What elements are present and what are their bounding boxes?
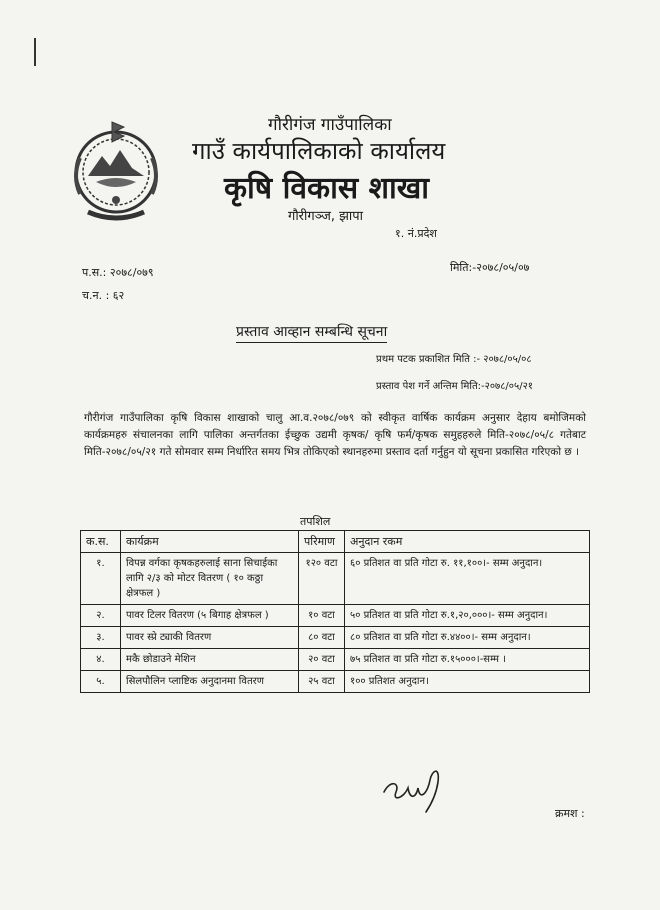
section-name: कृषि विकास शाखा (224, 171, 430, 206)
row-program: पावर टिलर वितरण (५ बिगाह क्षेत्रफल ) (121, 605, 299, 627)
table-row (81, 627, 590, 649)
row-grant-amount: ६० प्रतिशत वा प्रति गोटा रु. ११,१००।- सम्म अनुदान। (345, 553, 590, 605)
row-quantity: १२० वटा (299, 553, 345, 605)
row-program: मकै छोडाउने मेशिन (121, 649, 299, 671)
header-serial-number: क.स. (81, 531, 121, 553)
row-quantity: २५ वटा (299, 671, 345, 693)
row-serial-number: १. (81, 553, 121, 605)
municipality-name: गौरीगंज गाउँपालिका (268, 115, 392, 135)
scan-edge-mark (34, 38, 36, 66)
row-grant-amount: ७५ प्रतिशत वा प्रति गोटा रु.१५०००।-सम्म । (345, 649, 590, 671)
table-caption: तपशिल (300, 515, 331, 528)
row-program: सिलपौलिन प्लाष्टिक अनुदानमा वितरण (121, 671, 299, 693)
dispatch-number: च.न. : ६२ (82, 289, 125, 302)
table-row (81, 671, 590, 693)
row-serial-number: ४. (81, 649, 121, 671)
row-serial-number: २. (81, 605, 121, 627)
row-quantity: २० वटा (299, 649, 345, 671)
row-serial-number: ५. (81, 671, 121, 693)
office-address: गौरीगञ्ज, झापा (288, 209, 364, 224)
first-published-date: प्रथम पटक प्रकाशित मिति :- २०७८/०५/०८ (376, 354, 532, 365)
signature-icon (380, 762, 450, 814)
province-name: १. नं.प्रदेश (395, 227, 437, 240)
header-grant-amount: अनुदान रकम (345, 531, 590, 553)
row-quantity: ८० वटा (299, 627, 345, 649)
row-serial-number: ३. (81, 627, 121, 649)
row-grant-amount: ८० प्रतिशत वा प्रति गोटा रु.४४००।- सम्म अनुदान। (345, 627, 590, 649)
table-row (81, 649, 590, 671)
table-row (81, 605, 590, 627)
office-name: गाउँ कार्यपालिकाको कार्यालय (192, 137, 446, 165)
row-grant-amount: १०० प्रतिशत अनुदान। (345, 671, 590, 693)
fiscal-year: प.स.: २०७८/०७९ (82, 266, 154, 279)
row-quantity: १० वटा (299, 605, 345, 627)
row-grant-amount: ५० प्रतिशत वा प्रति गोटा रु.१,२०,०००।- सम्म अनुदान। (345, 605, 590, 627)
program-schedule-table (80, 530, 590, 693)
row-program: विपन्न वर्गका कृषकहरुलाई साना सिचाईका लागि २/३ को मोटर वितरण ( १० कठ्ठा क्षेत्रफल ) (121, 553, 299, 605)
row-program: पावर स्प्रे ट्याकी वितरण (121, 627, 299, 649)
notice-body: गौरीगंज गाउँपालिका कृषि विकास शाखाको चालु आ.व.२०७८/०७९ को स्वीकृत वार्षिक कार्यक्रम अनुसार देहाय बमोजिमको कार्यक्रमहरु संचालनका लागि पालिका अन्तर्गतका ईच्छुक उद्यमी कृषक/ कृषि फर्म/कृषक समुहहरुले मिति-२०७८/०५/८ गतेबाट मिति-२०७८/०५/२१ गते सोमवार सम्म निर्धारित समय भित्र तोकिएको स्थानहरुमा प्रस्ताव दर्ता गर्नुहुन यो सूचना प्रकासित गरिएको छ । (84, 412, 586, 458)
submission-deadline: प्रस्ताव पेश गर्ने अन्तिम मिति:-२०७८/०५/२१ (376, 381, 533, 392)
header-program: कार्यक्रम (121, 531, 299, 553)
letter-date: मिति:-२०७८/०५/०७ (450, 261, 530, 274)
notice-subject: प्रस्ताव आव्हान सम्बन्धि सूचना (236, 322, 387, 343)
header-quantity: परिमाण (299, 531, 345, 553)
continued-marker: क्रमश : (555, 807, 585, 820)
table-row (81, 553, 590, 605)
table-header-row (81, 531, 590, 553)
municipality-emblem-icon (66, 116, 166, 226)
